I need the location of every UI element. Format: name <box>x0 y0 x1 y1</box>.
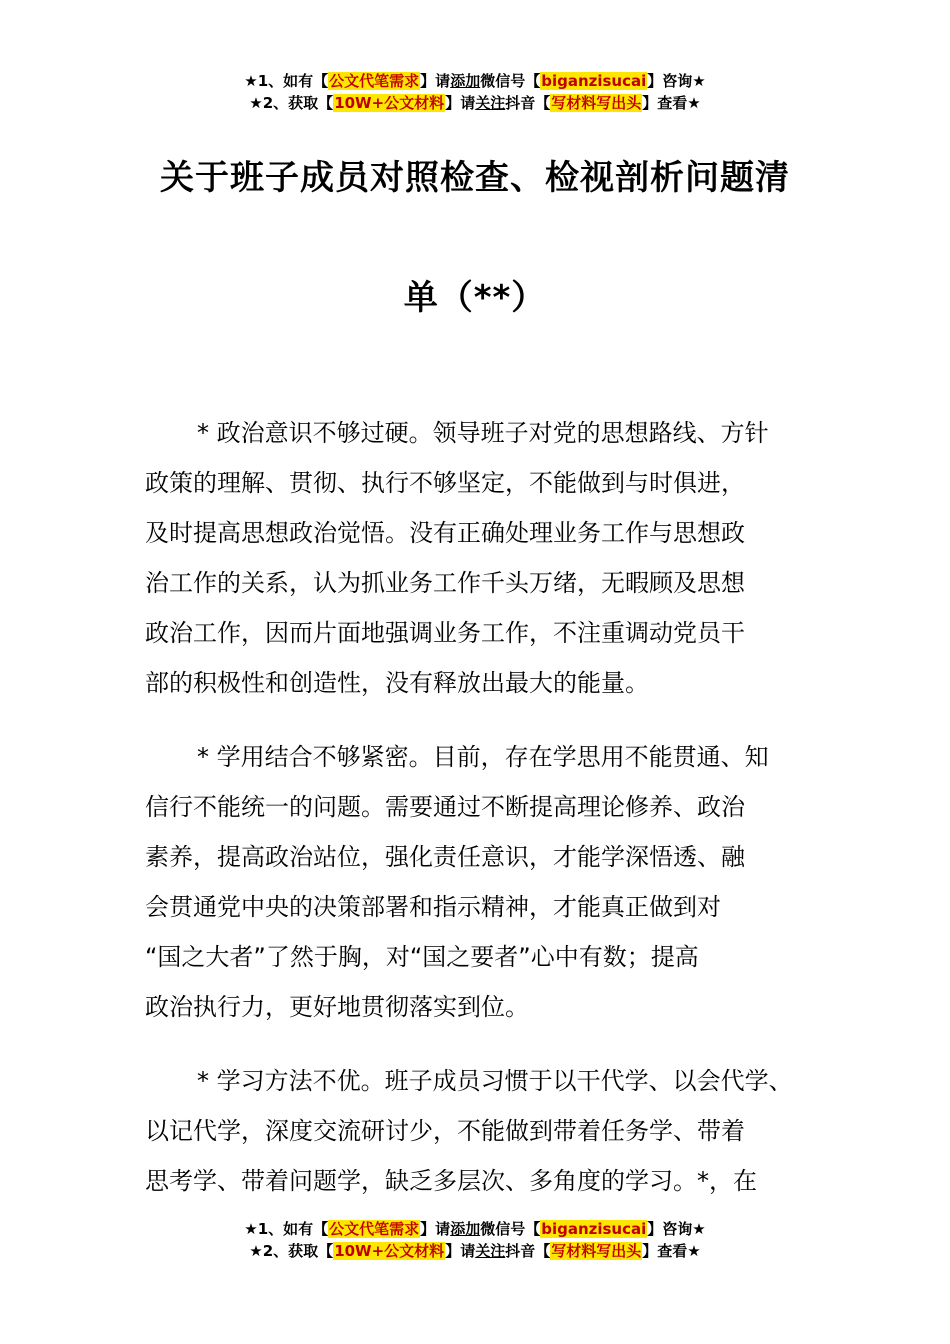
banner-text: 微信号【 <box>480 1220 541 1238</box>
banner-text: 】查看★ <box>642 1242 701 1260</box>
banner-text: ★1、如有【 <box>244 72 329 90</box>
paragraph-line: 及时提高思想政治觉悟。没有正确处理业务工作与思想政 <box>145 519 745 547</box>
banner-highlight: 写材料写出头 <box>551 94 642 112</box>
banner-text: 抖音【 <box>505 94 551 112</box>
paragraph-line: 信行不能统一的问题。需要通过不断提高理论修养、政治 <box>145 793 745 821</box>
banner-text: ★2、获取【 <box>249 1242 334 1260</box>
paragraph-line: 部的积极性和创造性，没有释放出最大的能量。 <box>145 669 649 697</box>
banner-text: ★1、如有【 <box>244 1220 329 1238</box>
paragraph-line: 政策的理解、贯彻、执行不够坚定，不能做到与时俱进， <box>145 469 745 497</box>
banner-highlight: 写材料写出头 <box>551 1242 642 1260</box>
paragraph-line: 会贯通党中央的决策部署和指示精神，才能真正做到对 <box>145 893 721 921</box>
banner-line-2 <box>0 1240 950 1262</box>
banner-underlined: 添加 <box>450 72 481 90</box>
header-banner <box>0 70 950 114</box>
banner-line-1 <box>0 70 950 92</box>
paragraph-line: 政治执行力，更好地贯彻落实到位。 <box>145 993 529 1021</box>
banner-text: 】请 <box>420 72 451 90</box>
banner-underlined: 关注 <box>475 94 506 112</box>
paragraph-line: 素养，提高政治站位，强化责任意识，才能学深悟透、融 <box>145 843 745 871</box>
page-title-line-1: 关于班子成员对照检查、检视剖析问题清 <box>160 158 790 198</box>
paragraph-line: * 学习方法不优。班子成员习惯于以干代学、以会代学、 <box>197 1067 793 1095</box>
paragraph-line: * 学用结合不够紧密。目前，存在学思用不能贯通、知 <box>197 743 769 771</box>
banner-underlined: 关注 <box>475 1242 506 1260</box>
banner-text: 】咨询★ <box>647 72 706 90</box>
paragraph-line: “国之大者”了然于胸，对“国之要者”心中有数；提高 <box>145 943 699 971</box>
paragraph-line: 思考学、带着问题学，缺乏多层次、多角度的学习。*，在 <box>145 1167 757 1195</box>
banner-text: 】请 <box>445 94 476 112</box>
banner-text: 微信号【 <box>480 72 541 90</box>
banner-highlight: biganzisucai <box>541 72 647 90</box>
paragraph-line: 治工作的关系，认为抓业务工作千头万绪，无暇顾及思想 <box>145 569 745 597</box>
page-title-line-2: 单（**） <box>403 278 547 318</box>
banner-highlight: biganzisucai <box>541 1220 647 1238</box>
banner-line-2 <box>0 92 950 114</box>
paragraph-line: 以记代学，深度交流研讨少，不能做到带着任务学、带着 <box>145 1117 745 1145</box>
paragraph-line: 政治工作，因而片面地强调业务工作，不注重调动党员干 <box>145 619 745 647</box>
banner-text: 】咨询★ <box>647 1220 706 1238</box>
banner-text: ★2、获取【 <box>249 94 334 112</box>
banner-line-1 <box>0 1218 950 1240</box>
banner-highlight: 公文代笔需求 <box>329 72 420 90</box>
banner-highlight: 10W+公文材料 <box>334 1242 445 1260</box>
banner-highlight: 10W+公文材料 <box>334 94 445 112</box>
paragraph-line: * 政治意识不够过硬。领导班子对党的思想路线、方针 <box>197 419 769 447</box>
banner-text: 抖音【 <box>505 1242 551 1260</box>
banner-text: 】查看★ <box>642 94 701 112</box>
banner-underlined: 添加 <box>450 1220 481 1238</box>
banner-highlight: 公文代笔需求 <box>329 1220 420 1238</box>
banner-text: 】请 <box>420 1220 451 1238</box>
footer-banner <box>0 1218 950 1262</box>
banner-text: 】请 <box>445 1242 476 1260</box>
